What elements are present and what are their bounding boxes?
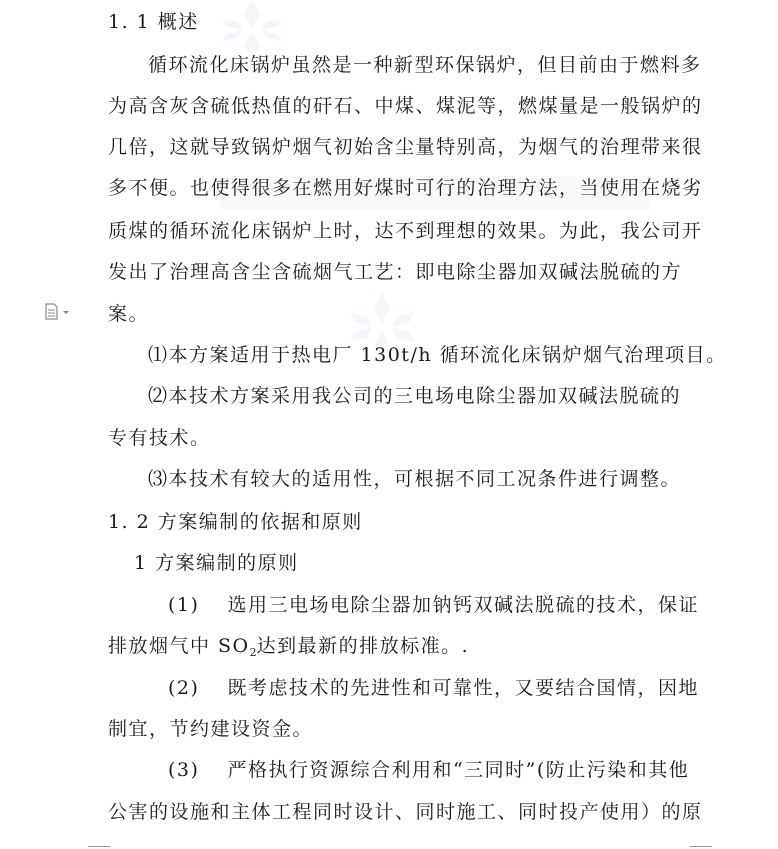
list-item: (2) 既考虑技术的先进性和可靠性，又要结合国情，因地 [168, 677, 699, 699]
paragraph-line: 几倍，这就导致锅炉烟气初始含尘量特别高，为烟气的治理带来很 [108, 136, 703, 158]
paragraph-line: 多不便。也使得很多在燃用好煤时可行的治理方法，当使用在烧劣 [108, 177, 703, 199]
list-item: (1) 选用三电场电除尘器加钠钙双碱法脱硫的技术，保证 [168, 594, 699, 616]
list-item: 公害的设施和主体工程同时设计、同时施工、同时投产使用）的原 [108, 801, 703, 823]
section-heading-1-1: 1. 1 概述 [108, 11, 199, 33]
section-heading-1-2: 1. 2 方案编制的依据和原则 [108, 511, 363, 533]
list-item [108, 634, 469, 665]
paragraph-line: 为高含灰含硫低热值的矸石、中煤、煤泥等，燃煤量是一般锅炉的 [108, 95, 703, 117]
text-span: 达到最新的排放标准。. [256, 635, 470, 657]
paragraph-line: 循环流化床锅炉虽然是一种新型环保锅炉，但目前由于燃料多 [148, 54, 702, 76]
document-dropdown-icon[interactable] [44, 303, 72, 321]
paragraph-line: 质煤的循环流化床锅炉上时，达不到理想的效果。为此，我公司开 [108, 220, 703, 242]
paragraph-line: 案。 [108, 303, 150, 325]
text-span: 排放烟气中 SO [108, 635, 250, 657]
subscript-2: 2 [249, 646, 257, 659]
page-corner-mark-left [88, 846, 110, 847]
page-corner-mark-right [690, 846, 712, 847]
list-item: ⑴本方案适用于热电厂 130t/h 循环流化床锅炉烟气治理项目。 [148, 344, 727, 366]
subheading: 1 方案编制的原则 [134, 552, 299, 574]
paragraph-line: 发出了治理高含尘含硫烟气工艺：即电除尘器加双碱法脱硫的方 [108, 261, 683, 283]
list-item: ⑵本技术方案采用我公司的三电场电除尘器加双碱法脱硫的 [148, 385, 682, 407]
list-item: 专有技术。 [108, 427, 211, 449]
list-item: (3) 严格执行资源综合利用和“三同时”(防止污染和其他 [168, 759, 690, 781]
snowflake-watermark-icon [212, 0, 292, 60]
list-item: 制宜，节约建设资金。 [108, 718, 314, 740]
list-item: ⑶本技术有较大的适用性，可根据不同工况条件进行调整。 [148, 468, 682, 490]
